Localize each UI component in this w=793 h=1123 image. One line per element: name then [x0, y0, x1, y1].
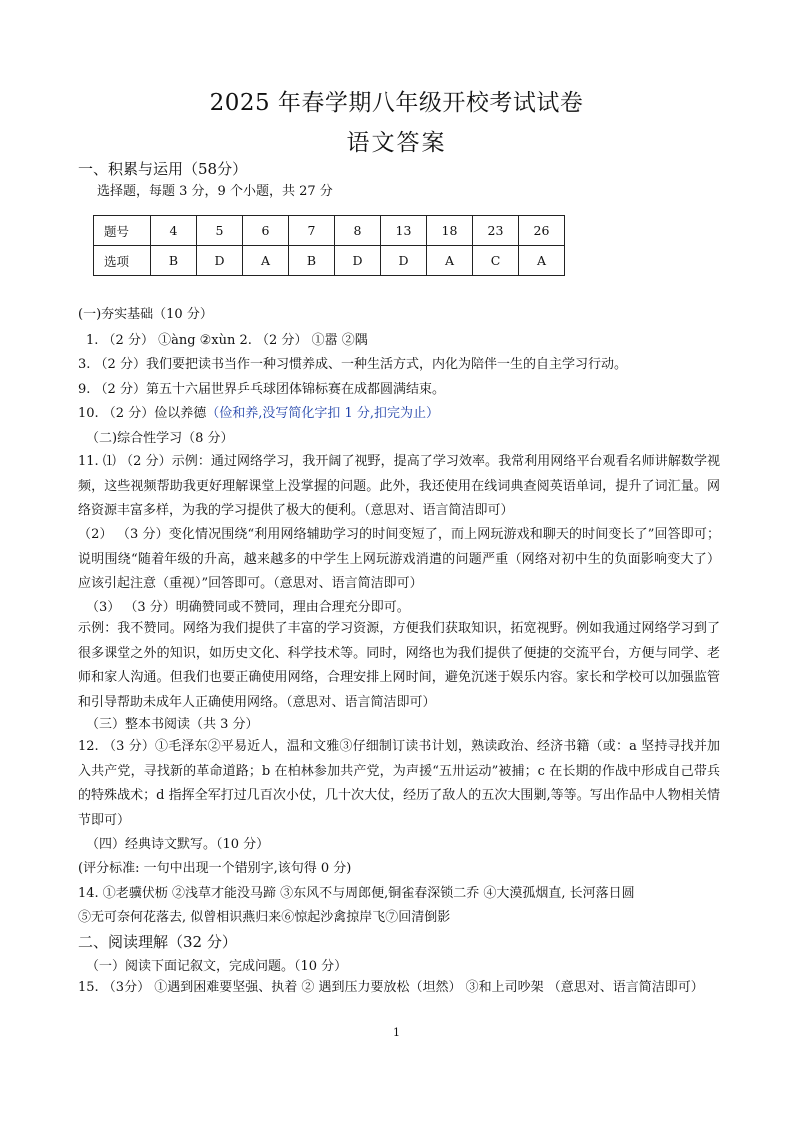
- answer-q14-line1: 14. ①老骥伏枥 ②浅草才能没马蹄 ③东风不与周郎便,铜雀春深锁二乔 ④大漠孤烟直, 长河落日圆: [78, 886, 635, 901]
- answer-q9: 9. （2 分）第五十六届世界乒乓球团体锦标赛在成都圆满结束。: [78, 382, 445, 397]
- page-title: 2025 年春学期八年级开校考试试卷: [209, 90, 584, 116]
- table-cell: A: [519, 246, 565, 276]
- table-row-label: 选项: [94, 246, 151, 276]
- answer-q1-q2: 1. （2 分） ①àng ②xùn 2. （2 分） ①嚣 ②隅: [86, 333, 368, 348]
- table-cell: 5: [197, 216, 243, 246]
- mc-intro: 选择题，每题 3 分，9 个小题，共 27 分: [97, 184, 333, 199]
- answer-table: [93, 215, 565, 276]
- table-cell: 18: [427, 216, 473, 246]
- table-cell: D: [335, 246, 381, 276]
- table-cell: 4: [151, 216, 197, 246]
- table-cell: 8: [335, 216, 381, 246]
- answer-q11-3-body: 示例：我不赞同。网络为我们提供了丰富的学习资源，方便我们获取知识，拓宽视野。例如我通过网络学习到了很多课堂之外的知识，如历史文化、科学技术等。同时，网络也为我们提供了便捷的交流平台，方便与同学、老师和家人沟通。但我们也要正确使用网络，合理安排上网时间，避免沉迷于娱乐内容。家长和学校可以加强监管和引导帮助未成年人正确使用网络。（意思对、语言简洁即可）: [78, 621, 720, 710]
- table-cell: D: [381, 246, 427, 276]
- table-row: [94, 246, 565, 276]
- part2-heading: 二、阅读理解（32 分）: [78, 933, 237, 951]
- answer-q10-text: 10. （2 分）俭以养德: [78, 406, 207, 421]
- answer-q3: 3. （2 分）我们要把读书当作一种习惯养成、一种生活方式，内化为陪伴一生的自主学习行动。: [78, 357, 627, 372]
- section-comprehensive-heading: （二)综合性学习（8 分）: [86, 431, 234, 446]
- table-cell: 13: [381, 216, 427, 246]
- table-cell: B: [289, 246, 335, 276]
- page-number: 1: [393, 1026, 400, 1039]
- section-poetry-heading: （四）经典诗文默写。（10 分）: [86, 837, 270, 852]
- scoring-standard: (评分标准: 一句中出现一个错别字,该句得 0 分): [78, 861, 352, 876]
- answer-q10: [78, 405, 728, 423]
- part1-heading: 一、积累与运用（58分）: [78, 160, 248, 178]
- table-cell: B: [151, 246, 197, 276]
- answer-q14-line2: ⑤无可奈何花落去, 似曾相识燕归来⑥惊起沙禽掠岸飞⑦回清倒影: [78, 910, 451, 925]
- table-cell: 26: [519, 216, 565, 246]
- table-cell: 7: [289, 216, 335, 246]
- table-row: [94, 216, 565, 246]
- table-row-label: 题号: [94, 216, 151, 246]
- table-cell: 23: [473, 216, 519, 246]
- section-narrative-heading: （一）阅读下面记叙文，完成问题。（10 分）: [86, 959, 348, 974]
- answer-q10-note: （俭和养,没写简化字扣 1 分,扣完为止）: [206, 406, 440, 421]
- answer-q15: 15. （3分） ①遇到困难要坚强、执着 ② 遇到压力要放松（坦然） ③和上司吵架 （意思对、语言简洁即可）: [78, 980, 704, 995]
- page-subtitle: 语文答案: [346, 130, 447, 156]
- section-wholebook-heading: （三）整本书阅读（共 3 分）: [86, 717, 259, 732]
- table-cell: A: [243, 246, 289, 276]
- table-cell: D: [197, 246, 243, 276]
- section-basics-heading: (一)夯实基础（10 分）: [78, 307, 213, 322]
- table-cell: 6: [243, 216, 289, 246]
- answer-q12: 12. （3 分）①毛泽东②平易近人，温和文雅③仔细制订读书计划，熟读政治、经济书籍（或：a 坚持寻找并加入共产党，寻找新的革命道路；b 在柏林参加共产党，为声援“五卅运动”被捕；c 在长期的作战中形成自己带兵的特殊战术；d 指挥全军打过几百次小仗，几十次大仗，经历了敌人的五次大围剿,等等。写出作品中人物相关情节即可）: [78, 739, 720, 828]
- table-cell: A: [427, 246, 473, 276]
- table-cell: C: [473, 246, 519, 276]
- answer-q11-1: 11. ⑴ （2 分）示例：通过网络学习，我开阔了视野，提高了学习效率。我常利用网络平台观看名师讲解数学视频，这些视频帮助我更好理解课堂上没掌握的问题。此外，我还使用在线词典查阅英语单词，提升了词汇量。网络资源丰富多样，为我的学习提供了极大的便利。（意思对、语言简洁即可）: [78, 454, 720, 518]
- answer-q11-3-head: （3） （3 分）明确赞同或不赞同，理由合理充分即可。: [86, 600, 410, 615]
- answer-q11-2: （2） （3 分）变化情况围绕“利用网络辅助学习的时间变短了，而上网玩游戏和聊天的时间变长了”回答即可；说明围绕“随着年级的升高，越来越多的中学生上网玩游戏消遣的问题严重（网络对初中生的负面影响变大了）应该引起注意（重视）”回答即可。（意思对、语言简洁即可）: [78, 527, 720, 591]
